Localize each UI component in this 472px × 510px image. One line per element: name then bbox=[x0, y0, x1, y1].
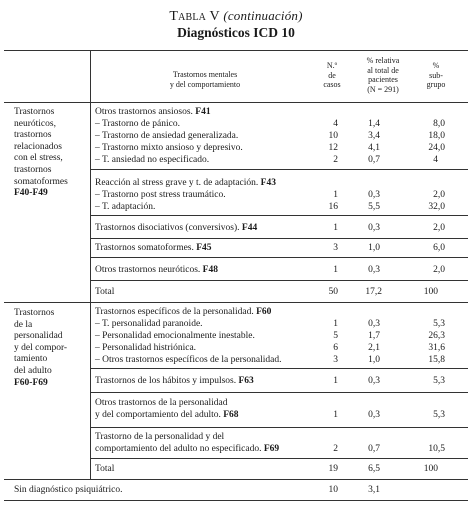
f48-rel: 0,3 bbox=[368, 265, 380, 275]
f45-sub: 6,0 bbox=[433, 243, 445, 253]
f41-row-4-rel: 0,7 bbox=[368, 155, 380, 165]
f41-row-1: – Trastorno de pánico. bbox=[95, 119, 180, 129]
total-neurotic-sub: 100 bbox=[423, 287, 438, 297]
f63-n: 1 bbox=[333, 376, 338, 386]
f43-title: Reacción al stress grave y t. de adaptación. F43 bbox=[95, 178, 276, 188]
f60-row-1-n: 1 bbox=[333, 319, 338, 329]
rule-header bbox=[4, 102, 468, 103]
table-label: Tabla V bbox=[169, 9, 220, 24]
total-neurotic-n: 50 bbox=[328, 287, 338, 297]
f44-n: 1 bbox=[333, 223, 338, 233]
f41-row-1-n: 4 bbox=[333, 119, 338, 129]
total-personality-n: 19 bbox=[328, 464, 338, 474]
no-diagnosis-rel: 3,1 bbox=[368, 485, 380, 495]
table-continuation: (continuación) bbox=[223, 8, 303, 23]
f69-rel: 0,7 bbox=[368, 444, 380, 454]
f60-row-2: – Personalidad emocionalmente inestable. bbox=[95, 331, 255, 341]
f41-row-1-rel: 1,4 bbox=[368, 119, 380, 129]
rule-bottom bbox=[4, 500, 468, 501]
f60-row-4-sub: 15,8 bbox=[428, 355, 445, 365]
rule-f48 bbox=[90, 280, 468, 281]
table-title bbox=[0, 8, 472, 25]
group-neurotic-code: F40-F49 bbox=[14, 188, 48, 199]
rule-f44 bbox=[90, 238, 468, 239]
total-personality-label: Total bbox=[95, 464, 115, 474]
rule-f68 bbox=[90, 427, 468, 428]
f41-title: Otros trastornos ansiosos. F41 bbox=[95, 107, 211, 117]
rule-total2 bbox=[4, 479, 468, 480]
no-diagnosis-label: Sin diagnóstico psiquiátrico. bbox=[14, 485, 123, 495]
f41-row-4-n: 2 bbox=[333, 155, 338, 165]
f41-row-2: – Trastorno de ansiedad generalizada. bbox=[95, 131, 239, 141]
total-personality-rel: 6,5 bbox=[368, 464, 380, 474]
f44-row: Trastornos disociativos (conversivos). F44 bbox=[95, 223, 258, 233]
f69-n: 2 bbox=[333, 444, 338, 454]
f60-row-1-sub: 5,3 bbox=[433, 319, 445, 329]
group-neurotic-label: Trastornos neuróticos, trastornos relacionados con el stress, trastornos somatoformes F40-F49 bbox=[14, 107, 92, 200]
f45-rel: 1,0 bbox=[368, 243, 380, 253]
f41-row-3: – Trastorno mixto ansioso y depresivo. bbox=[95, 143, 243, 153]
f68-sub: 5,3 bbox=[433, 410, 445, 420]
header-subgroup: % sub- grupo bbox=[426, 61, 446, 89]
f41-row-4: – T. ansiedad no especificado. bbox=[95, 155, 210, 165]
f60-row-1: – T. personalidad paranoide. bbox=[95, 319, 203, 329]
total-neurotic-rel: 17,2 bbox=[365, 287, 382, 297]
rule-f45 bbox=[90, 257, 468, 258]
f48-sub: 2,0 bbox=[433, 265, 445, 275]
f60-row-2-n: 5 bbox=[333, 331, 338, 341]
total-neurotic-label: Total bbox=[95, 287, 115, 297]
f60-row-3-sub: 31,6 bbox=[428, 343, 445, 353]
f43-row-2-rel: 5,5 bbox=[368, 202, 380, 212]
f60-row-3-rel: 2,1 bbox=[368, 343, 380, 353]
header-relative: % relativa al total de pacientes (N = 291) bbox=[366, 56, 400, 94]
f60-row-1-rel: 0,3 bbox=[368, 319, 380, 329]
rule-f60 bbox=[90, 368, 468, 369]
f68-n: 1 bbox=[333, 410, 338, 420]
f45-n: 3 bbox=[333, 243, 338, 253]
f60-row-4: – Otros trastornos específicos de la personalidad. bbox=[95, 355, 282, 365]
f69-row-line2: comportamiento del adulto no especificado. F69 bbox=[95, 444, 280, 454]
f68-row-line2: y del comportamiento del adulto. F68 bbox=[95, 410, 239, 420]
group-personality-code: F60-F69 bbox=[14, 377, 48, 388]
f41-row-4-sub: 4 bbox=[433, 155, 438, 165]
table-subtitle: Diagnósticos ICD 10 bbox=[177, 25, 295, 40]
f63-sub: 5,3 bbox=[433, 376, 445, 386]
f69-row-line1: Trastorno de la personalidad y del bbox=[95, 432, 225, 442]
f43-row-1-rel: 0,3 bbox=[368, 190, 380, 200]
f44-rel: 0,3 bbox=[368, 223, 380, 233]
total-personality-sub: 100 bbox=[423, 464, 438, 474]
f63-rel: 0,3 bbox=[368, 376, 380, 386]
rule-f69 bbox=[90, 458, 468, 459]
f60-row-3: – Personalidad histriónica. bbox=[95, 343, 197, 353]
f41-row-3-rel: 4,1 bbox=[368, 143, 380, 153]
f60-title: Trastornos específicos de la personalidad. F60 bbox=[95, 307, 272, 317]
f43-row-2-sub: 32,0 bbox=[428, 202, 445, 212]
f41-row-2-sub: 18,0 bbox=[428, 131, 445, 141]
f43-row-2-n: 16 bbox=[328, 202, 338, 212]
f60-row-2-sub: 26,3 bbox=[428, 331, 445, 341]
header-disorders: Trastornos mentales y del comportamiento bbox=[169, 70, 241, 89]
f48-row: Otros trastornos neuróticos. F48 bbox=[95, 265, 218, 275]
rule-total1 bbox=[4, 302, 468, 303]
f60-row-3-n: 6 bbox=[333, 343, 338, 353]
rule-f63 bbox=[90, 392, 468, 393]
f68-row-line1: Otros trastornos de la personalidad bbox=[95, 398, 228, 408]
f69-sub: 10,5 bbox=[428, 444, 445, 454]
f41-row-2-n: 10 bbox=[328, 131, 338, 141]
f68-rel: 0,3 bbox=[368, 410, 380, 420]
f45-row: Trastornos somatoformes. F45 bbox=[95, 243, 212, 253]
no-diagnosis-n: 10 bbox=[328, 485, 338, 495]
f60-row-4-rel: 1,0 bbox=[368, 355, 380, 365]
f41-row-1-sub: 8,0 bbox=[433, 119, 445, 129]
f43-row-1: – Trastorno post stress traumático. bbox=[95, 190, 226, 200]
group-personality-label: Trastornos de la personalidad y del compor- tamiento del adulto F60-F69 bbox=[14, 308, 92, 389]
f41-row-3-n: 12 bbox=[328, 143, 338, 153]
f43-row-1-n: 1 bbox=[333, 190, 338, 200]
f63-row: Trastornos de los hábitos y impulsos. F63 bbox=[95, 376, 254, 386]
f48-n: 1 bbox=[333, 265, 338, 275]
f44-sub: 2,0 bbox=[433, 223, 445, 233]
f43-row-1-sub: 2,0 bbox=[433, 190, 445, 200]
rule-f43 bbox=[90, 215, 468, 216]
rule-top bbox=[4, 50, 468, 51]
f60-row-4-n: 3 bbox=[333, 355, 338, 365]
f60-row-2-rel: 1,7 bbox=[368, 331, 380, 341]
f41-row-3-sub: 24,0 bbox=[428, 143, 445, 153]
f41-row-2-rel: 3,4 bbox=[368, 131, 380, 141]
f43-row-2: – T. adaptación. bbox=[95, 202, 156, 212]
header-cases: N.º de casos bbox=[323, 61, 341, 89]
rule-f41 bbox=[90, 169, 468, 170]
